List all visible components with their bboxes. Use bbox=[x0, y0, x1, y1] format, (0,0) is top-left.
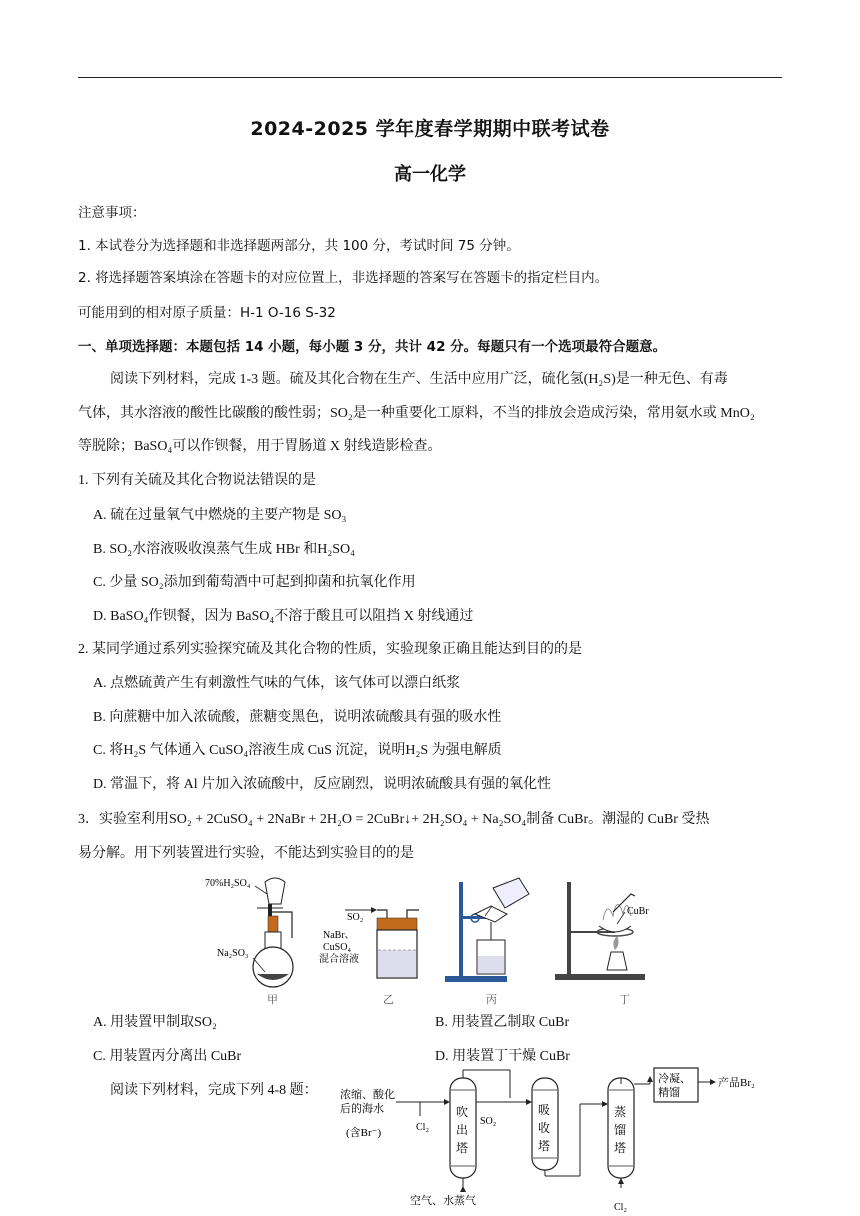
yi-solution-line-1: NaBr、 bbox=[323, 930, 355, 941]
question-3-option-c[interactable]: C. 用装置丙分离出 CuBr bbox=[93, 1049, 242, 1064]
tower1-char-2: 出 bbox=[456, 1123, 469, 1137]
condense-line-2: 精馏 bbox=[658, 1087, 680, 1099]
jia-caption: 甲 bbox=[267, 994, 278, 1006]
yi-solution-line-3: 混合溶液 bbox=[319, 954, 359, 965]
flow-input-line-3: (含Br⁻) bbox=[346, 1127, 382, 1139]
question-1-option-c[interactable]: C. 少量 SO₂添加到葡萄酒中可起到抑菌和抗氧化作用 bbox=[93, 575, 416, 590]
bing-caption: 丙 bbox=[486, 994, 497, 1006]
yi-solution-line-2: CuSO₄ bbox=[323, 942, 351, 953]
question-2-option-c[interactable]: C. 将H₂S 气体通入 CuSO₄溶液生成 CuS 沉淀，说明H₂S 为强电解质 bbox=[93, 743, 502, 758]
notes-item-1: 1. 本试卷分为选择题和非选择题两部分，共 100 分，考试时间 75 分钟。 bbox=[78, 238, 520, 254]
tower1-char-1: 吹 bbox=[456, 1105, 469, 1119]
tower3-char-1: 蒸 bbox=[614, 1105, 627, 1119]
question-1-option-b[interactable]: B. SO₂水溶液吸收溴蒸气生成 HBr 和H₂SO₄ bbox=[93, 542, 355, 557]
tower3-char-2: 馏 bbox=[614, 1123, 627, 1137]
question-2-option-d[interactable]: D. 常温下，将 Al 片加入浓硫酸中，反应剧烈，说明浓硫酸具有强的氧化性 bbox=[93, 777, 552, 792]
tower3-char-3: 塔 bbox=[614, 1141, 627, 1155]
apparatus-figure bbox=[195, 872, 665, 1007]
flow-product: 产品Br₂ bbox=[718, 1077, 755, 1089]
question-1-option-d[interactable]: D. BaSO₄作钡餐，因为 BaSO₄不溶于酸且可以阻挡 X 射线通过 bbox=[93, 609, 474, 624]
question-3-option-d[interactable]: D. 用装置丁干燥 CuBr bbox=[435, 1049, 570, 1064]
jia-solid-label: Na₂SO₃ bbox=[217, 948, 249, 959]
yi-caption: 乙 bbox=[383, 994, 394, 1006]
apparatus-bing bbox=[445, 878, 529, 1006]
question-3-option-a[interactable]: A. 用装置甲制取SO₂ bbox=[93, 1015, 217, 1030]
notes-heading: 注意事项： bbox=[78, 205, 146, 221]
question-2-stem: 2. 某同学通过系列实验探究硫及其化合物的性质，实验现象正确且能达到目的的是 bbox=[78, 642, 582, 657]
condense-box bbox=[654, 1068, 698, 1102]
tower-absorb bbox=[532, 1078, 558, 1170]
passage-1-line-2: 气体，其水溶液的酸性比碳酸的酸性弱；SO₂是一种重要化工原料，不当的排放会造成污染，常用氨水或 MnO₂ bbox=[78, 406, 755, 421]
tower-distill bbox=[608, 1078, 634, 1188]
condense-line-1: 冷凝、 bbox=[658, 1073, 691, 1085]
tower2-char-2: 收 bbox=[538, 1121, 551, 1135]
question-2-option-b[interactable]: B. 向蔗糖中加入浓硫酸，蔗糖变黑色，说明浓硫酸具有强的吸水性 bbox=[93, 710, 502, 725]
flow-air-steam: 空气、水蒸气 bbox=[410, 1195, 476, 1207]
exam-subject: 高一化学 bbox=[394, 164, 466, 185]
tower-blow-out bbox=[450, 1070, 476, 1192]
tower1-char-3: 塔 bbox=[456, 1141, 469, 1155]
tower2-char-1: 吸 bbox=[538, 1103, 551, 1117]
flow-cl2-bottom: Cl₂ bbox=[614, 1202, 627, 1213]
question-1-option-a[interactable]: A. 硫在过量氧气中燃烧的主要产物是 SO₃ bbox=[93, 508, 347, 523]
jia-acid-label: 70%H₂SO₄ bbox=[205, 878, 251, 889]
yi-gas-label: SO₂ bbox=[347, 912, 364, 923]
passage-1-line-1: 阅读下列材料，完成 1-3 题。硫及其化合物在生产、生活中应用广泛，硫化氢(H₂S)是一种无色、有毒 bbox=[110, 372, 728, 387]
notes-item-2: 2. 将选择题答案填涂在答题卡的对应位置上，非选择题的答案写在答题卡的指定栏目内。 bbox=[78, 270, 609, 286]
apparatus-ding bbox=[555, 882, 649, 1006]
tower2-char-3: 塔 bbox=[538, 1139, 551, 1153]
question-1-stem: 1. 下列有关硫及其化合物说法错误的是 bbox=[78, 473, 316, 488]
flow-cl2-in: Cl₂ bbox=[416, 1122, 429, 1133]
flow-so2: SO₂ bbox=[480, 1116, 497, 1127]
question-2-option-a[interactable]: A. 点燃硫黄产生有刺激性气味的气体，该气体可以漂白纸浆 bbox=[93, 676, 461, 691]
exam-title: 2024-2025 学年度春学期期中联考试卷 bbox=[250, 118, 610, 140]
question-3-stem-line-1: 3．实验室利用SO₂ + 2CuSO₄ + 2NaBr + 2H₂O = 2CuBr↓+ 2H₂SO₄ + Na₂SO₄制备 CuBr。潮湿的 CuBr 受热 bbox=[78, 812, 710, 827]
apparatus-jia bbox=[205, 878, 293, 1006]
flow-input-line-2: 后的海水 bbox=[340, 1103, 384, 1115]
ding-label: CuBr bbox=[627, 906, 649, 917]
bromine-flowchart bbox=[340, 1064, 780, 1216]
apparatus-yi bbox=[319, 907, 419, 1006]
flow-input-line-1: 浓缩、酸化 bbox=[340, 1089, 395, 1101]
ding-caption: 丁 bbox=[619, 994, 630, 1006]
passage-2-intro: 阅读下列材料，完成下列 4-8 题： bbox=[110, 1083, 318, 1098]
question-3-stem-line-2: 易分解。用下列装置进行实验，不能达到实验目的的是 bbox=[78, 846, 414, 861]
question-3-option-b[interactable]: B. 用装置乙制取 CuBr bbox=[435, 1015, 570, 1030]
section-1-heading: 一、单项选择题：本题包括 14 小题，每小题 3 分，共计 42 分。每题只有一个选项最符合题意。 bbox=[78, 339, 667, 355]
passage-1-line-3: 等脱除；BaSO₄可以作钡餐，用于胃肠道 X 射线造影检查。 bbox=[78, 439, 442, 454]
atomic-masses: 可能用到的相对原子质量：H-1 O-16 S-32 bbox=[78, 305, 336, 321]
top-rule bbox=[78, 77, 782, 78]
